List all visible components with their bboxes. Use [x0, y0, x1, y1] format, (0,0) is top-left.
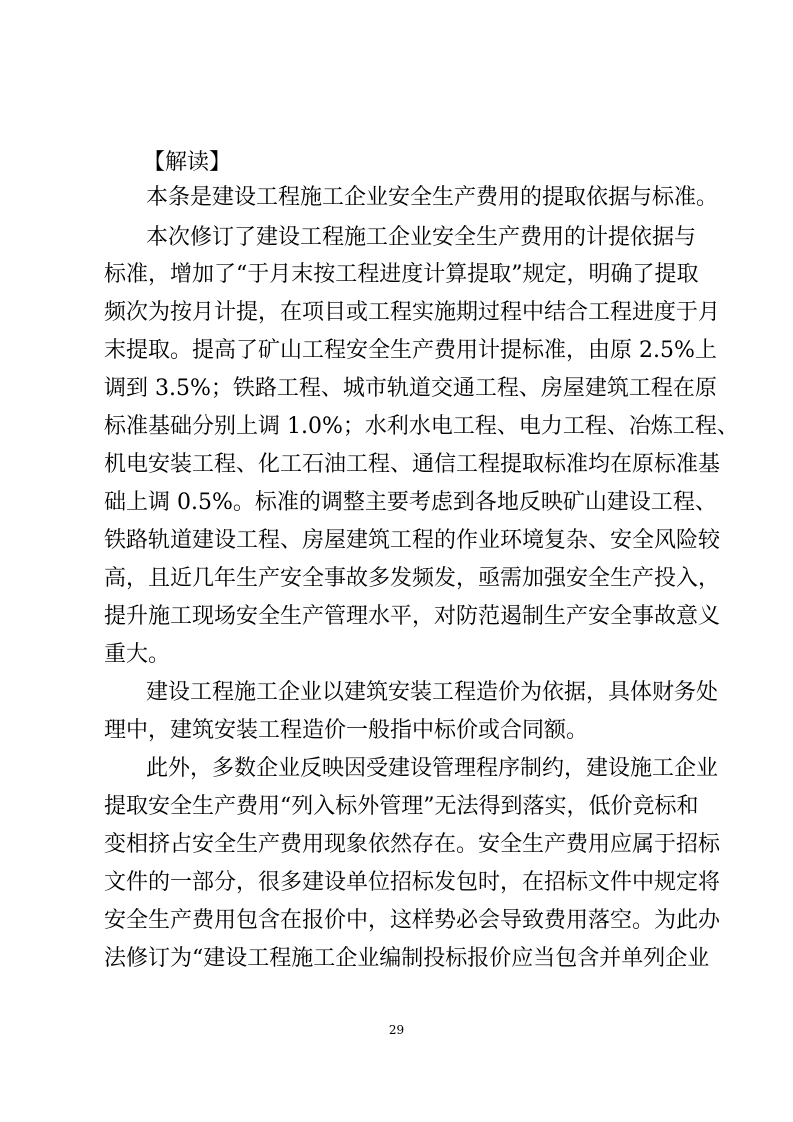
text-line: 此外，多数企业反映因受建设管理程序制约，建设施工企业 — [146, 756, 719, 781]
text-line: 提升施工现场安全生产管理水平，对防范遏制生产安全事故意义 — [104, 604, 721, 629]
text-line: 法修订为“建设工程施工企业编制投标报价应当包含并单列企业 — [104, 946, 710, 971]
text-line: 理中，建筑安装工程造价一般指中标价或合同额。 — [104, 718, 589, 743]
text-line: 变相挤占安全生产费用现象依然存在。安全生产费用应属于招标 — [104, 832, 721, 857]
text-line: 末提取。提高了矿山工程安全生产费用计提标准，由原 2.5%上 — [104, 338, 717, 363]
text-line: 本条是建设工程施工企业安全生产费用的提取依据与标准。 — [146, 185, 719, 210]
text-line: 础上调 0.5%。标准的调整主要考虑到各地反映矿山建设工程、 — [104, 490, 717, 515]
text-line: 提取安全生产费用“列入标外管理”无法得到落实，低价竞标和 — [104, 794, 699, 819]
text-line: 重大。 — [104, 642, 171, 667]
text-line: 调到 3.5%；铁路工程、城市轨道交通工程、房屋建筑工程在原 — [104, 376, 717, 401]
text-line: 频次为按月计提，在项目或工程实施期过程中结合工程进度于月 — [104, 300, 721, 325]
text-line: 本次修订了建设工程施工企业安全生产费用的计提依据与 — [146, 225, 697, 250]
section-heading: 【解读】 — [143, 150, 232, 175]
text-line: 标准，增加了“于月末按工程进度计算提取”规定，明确了提取 — [104, 262, 699, 287]
text-line: 建设工程施工企业以建筑安装工程造价为依据，具体财务处 — [146, 680, 719, 705]
text-line: 安全生产费用包含在报价中，这样势必会导致费用落空。为此办 — [104, 908, 721, 933]
text-line: 高，且近几年生产安全事故多发频发，亟需加强安全生产投入， — [104, 566, 721, 591]
page-number: 29 — [388, 1023, 405, 1037]
text-line: 标准基础分别上调 1.0%；水利水电工程、电力工程、冶炼工程、 — [104, 414, 739, 439]
text-line: 机电安装工程、化工石油工程、通信工程提取标准均在原标准基 — [104, 452, 721, 477]
text-line: 铁路轨道建设工程、房屋建筑工程的作业环境复杂、安全风险较 — [104, 528, 721, 553]
text-line: 文件的一部分，很多建设单位招标发包时，在招标文件中规定将 — [104, 870, 721, 895]
